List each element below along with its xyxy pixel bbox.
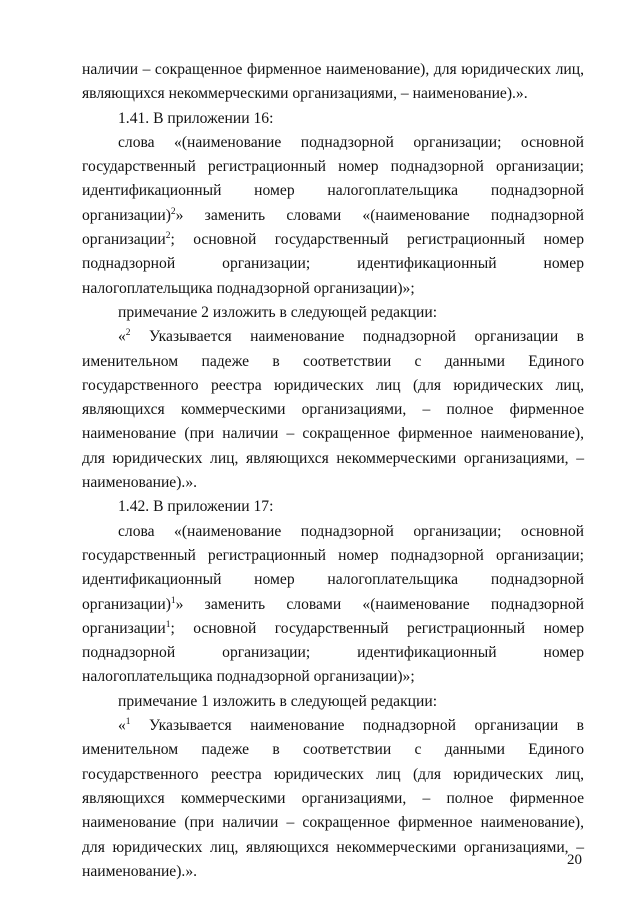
paragraph-text: слова «(наименование поднадзорной организации; основной государственный регистрационный номер поднадзорной организации; идентификационный номер налогоплательщика поднадзорной организации): [82, 133, 584, 224]
paragraph-text: ; основной государственный регистрационный номер поднадзорной организации; идентификационный номер налогоплательщика поднадзорной организации)»;: [82, 619, 584, 686]
paragraph-note-instruction-2: [82, 301, 584, 325]
footnote-mark: 1: [170, 595, 176, 606]
footnote-mark: 2: [125, 328, 131, 339]
paragraph-words-replacement-16: [82, 131, 584, 301]
document-body: [82, 58, 584, 884]
paragraph-text: «: [118, 717, 126, 735]
footnote-mark: 1: [165, 619, 171, 630]
footnote-mark: 2: [170, 206, 176, 217]
paragraph-text: примечание 2 изложить в следующей редакции:: [118, 303, 438, 321]
section-heading-1-41: [82, 107, 584, 131]
paragraph-note-text-1: [82, 714, 584, 884]
paragraph-text: слова «(наименование поднадзорной организации; основной государственный регистрационный номер поднадзорной организации; идентификационный номер налогоплательщика поднадзорной организации): [82, 522, 584, 613]
paragraph-words-replacement-17: [82, 520, 584, 690]
footnote-mark: 2: [165, 231, 171, 242]
paragraph-text: «: [118, 328, 126, 346]
section-heading-1-42: [82, 495, 584, 519]
paragraph-text: 1.41. В приложении 16:: [118, 109, 274, 127]
paragraph-note-instruction-1: [82, 690, 584, 714]
paragraph-text: примечание 1 изложить в следующей редакции:: [118, 692, 438, 710]
paragraph-text: Указывается наименование поднадзорной организации в именительном падеже в соответствии с данными Единого государственного реестра юридических лиц (для юридических лиц, являющихся коммерческими организациями, – полное фирменное наименование (при наличии – сокращенное фирменное наименование), для юридических лиц, являющихся некоммерческими организациями, – наименование).».: [82, 717, 584, 880]
paragraph-text: » заменить словами «(наименование поднадзорной организации: [82, 595, 584, 637]
paragraph-text: ; основной государственный регистрационный номер поднадзорной организации; идентификационный номер налогоплательщика поднадзорной организации)»;: [82, 231, 584, 297]
page-number: 20: [567, 852, 582, 868]
footnote-mark: 1: [125, 717, 131, 728]
paragraph-text: Указывается наименование поднадзорной организации в именительном падеже в соответствии с данными Единого государственного реестра юридических лиц (для юридических лиц, являющихся коммерческими организациями, – полное фирменное наименование (при наличии – сокращенное фирменное наименование), для юридических лиц, являющихся некоммерческими организациями, – наименование).».: [82, 328, 584, 492]
paragraph-note-text-2: [82, 325, 584, 495]
paragraph-text: 1.42. В приложении 17:: [118, 498, 274, 516]
paragraph-continuation: [82, 58, 584, 107]
paragraph-text: наличии – сокращенное фирменное наименование), для юридических лиц, являющихся некоммерческими организациями, – наименование).».: [82, 61, 584, 103]
paragraph-text: » заменить словами «(наименование поднадзорной организации: [82, 206, 584, 249]
